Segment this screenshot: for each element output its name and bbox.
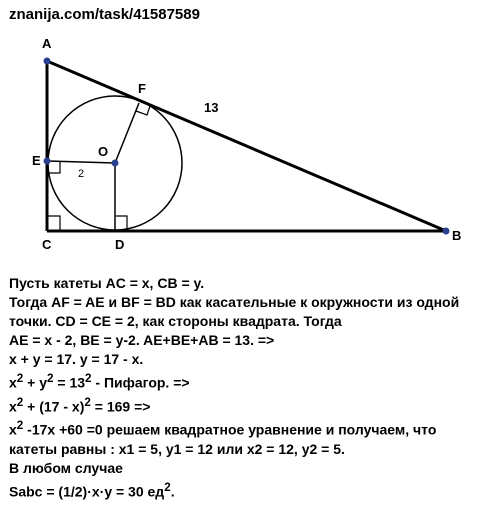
right-angle-c xyxy=(48,216,60,230)
label-f: F xyxy=(138,81,146,96)
exponent: 2 xyxy=(84,395,91,409)
solution-line: Пусть катеты AC = x, CB = y. xyxy=(9,275,205,291)
right-angle-e xyxy=(48,162,60,173)
label-c: C xyxy=(42,237,52,252)
text-run: -17x +60 =0 решаем квадратное уравнение и получаем, что xyxy=(23,421,437,438)
solution-line: В любом случае xyxy=(9,459,123,476)
exponent: 2 xyxy=(16,395,24,409)
exponent: 2 xyxy=(85,372,92,385)
exponent: 2 xyxy=(16,372,24,385)
point-a xyxy=(44,58,51,65)
hypotenuse-length-label: 13 xyxy=(204,100,219,115)
label-a: A xyxy=(42,36,52,51)
text-run: + (17 - x) xyxy=(23,398,85,415)
label-o: O xyxy=(98,144,109,159)
point-b xyxy=(443,228,450,235)
text-run: x xyxy=(9,421,17,438)
solution-line xyxy=(9,369,497,393)
text-run: . xyxy=(170,483,175,500)
text-run: x xyxy=(9,374,17,391)
label-d: D xyxy=(115,237,125,252)
point-e xyxy=(44,158,51,165)
solution-line xyxy=(9,478,497,502)
solution-line: точки. CD = CE = 2, как стороны квадрата. Тогда xyxy=(9,313,342,329)
radius-oe xyxy=(48,161,115,163)
radius-length-label: 2 xyxy=(78,168,85,180)
exponent: 2 xyxy=(16,419,24,433)
solution-line: Тогда AF = AE и BF = BD как касательные к окружности из одной xyxy=(9,294,460,310)
right-angle-d xyxy=(116,216,127,230)
text-run: = 169 => xyxy=(90,398,151,415)
text-run: x xyxy=(9,398,17,415)
text-run: + y xyxy=(23,374,48,391)
solution-line xyxy=(9,416,497,440)
solution-line: катеты равны : x1 = 5, y1 = 12 или x2 = 12, y2 = 5. xyxy=(9,440,345,457)
text-run: = 13 xyxy=(53,374,86,391)
right-angle-f xyxy=(136,106,150,115)
solution-line xyxy=(9,393,497,417)
source-url[interactable]: znanija.com/task/41587589 xyxy=(9,6,200,23)
text-run: Sabc = (1/2)·x·y = 30 ед xyxy=(9,483,165,500)
text-run: - Пифагор. => xyxy=(91,374,190,391)
exponent: 2 xyxy=(164,480,171,494)
label-e: E xyxy=(32,153,41,168)
radius-of xyxy=(115,103,139,163)
exponent: 2 xyxy=(47,372,54,385)
label-b: B xyxy=(452,228,462,243)
solution-line: x + y = 17. y = 17 - x. xyxy=(9,351,144,367)
solution-line: AE = x - 2, BE = y-2. AE+BE+AB = 13. => xyxy=(9,332,275,348)
solution-text xyxy=(9,274,497,502)
point-o xyxy=(112,160,119,167)
